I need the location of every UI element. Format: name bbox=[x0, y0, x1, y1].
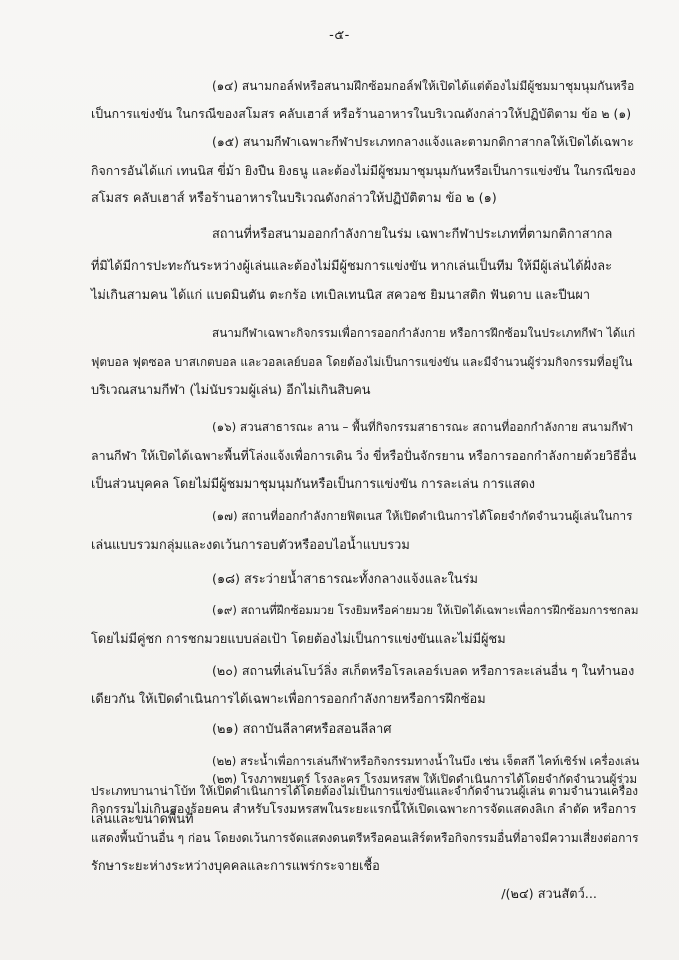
text-line: (๑๖) สวนสาธารณะ ลาน – พื้นที่กิจกรรมสาธารณะ สถานที่ออกกำลังกาย สนามกีฬา bbox=[212, 420, 634, 434]
text-line: (๑๔) สนามกอล์ฟหรือสนามฝึกซ้อมกอล์ฟให้เปิดได้แต่ต้องไม่มีผู้ชมมาชุมนุมกันหรือ bbox=[212, 79, 635, 93]
next-page-marker: /(๒๔) สวนสัตว์... bbox=[501, 887, 597, 902]
page-number: -๕- bbox=[329, 28, 350, 43]
text-line: สถานที่หรือสนามออกกำลังกายในร่ม เฉพาะกีฬาประเภทที่ตามกติกาสากล bbox=[212, 227, 613, 242]
text-line: ฟุตบอล ฟุตซอล บาสเกตบอล และวอลเลย์บอล โดยต้องไม่เป็นการแข่งขัน และมีจำนวนผู้ร่วมกิจกรรมที่อยู่ใน bbox=[91, 355, 633, 369]
text-line: ประเภทบานาน่าโบ้ท ให้เปิดดำเนินการได้โดยต้องไม่เป็นการแข่งขันและจำกัดจำนวนผู้เล่น ตามจำนวนเครื่อง bbox=[91, 784, 639, 798]
text-line: เป็นการแข่งขัน ในกรณีของสโมสร คลับเฮาส์ หรือร้านอาหารในบริเวณดังกล่าวให้ปฏิบัติตาม ข้อ ๒ (๑) bbox=[91, 106, 632, 121]
text-line: รักษาระยะห่างระหว่างบุคคลและการแพร่กระจายเชื้อ bbox=[91, 859, 380, 874]
text-line: (๒๒) สระน้ำเพื่อการเล่นกีฬาหรือกิจกรรมทางน้ำในบึง เช่น เจ็ตสกี ไคท์เซิร์ฟ เครื่องเล่น bbox=[212, 754, 640, 768]
text-line: ไม่เกินสามคน ได้แก่ แบดมินตัน ตะกร้อ เทเบิลเทนนิส สควอช ยิมนาสติก ฟันดาบ และปีนผา bbox=[91, 288, 591, 303]
text-line: เล่นแบบรวมกลุ่มและงดเว้นการอบตัวหรืออบไอน้ำแบบรวม bbox=[91, 538, 410, 553]
text-line: ที่มิได้มีการปะทะกันระหว่างผู้เล่นและต้องไม่มีผู้ชมการแข่งขัน หากเล่นเป็นทีม ให้มีผู้เล่นได้ฝั่งละ bbox=[91, 259, 612, 274]
text-line: (๑๙) สถานที่ฝึกซ้อมมวย โรงยิมหรือค่ายมวย ให้เปิดได้เฉพาะเพื่อการฝึกซ้อมการชกลม bbox=[212, 603, 639, 617]
text-line: บริเวณสนามกีฬา (ไม่นับรวมผู้เล่น) อีกไม่เกินสิบคน bbox=[91, 383, 371, 398]
text-line: สโมสร คลับเฮาส์ หรือร้านอาหารในบริเวณดังกล่าวให้ปฏิบัติตาม ข้อ ๒ (๑) bbox=[91, 191, 497, 206]
text-line: (๑๕) สนามกีฬาเฉพาะกีฬาประเภทกลางแจ้งและตามกติกาสากลให้เปิดได้เฉพาะ bbox=[212, 134, 634, 149]
text-line: (๑๘) สระว่ายน้ำสาธารณะทั้งกลางแจ้งและในร่ม bbox=[212, 572, 478, 587]
text-line: ลานกีฬา ให้เปิดได้เฉพาะพื้นที่โล่งแจ้งเพื่อการเดิน วิ่ง ขี่หรือปั่นจักรยาน หรือการออกกำลังกายด้วยวิธีอื่น bbox=[91, 448, 637, 463]
text-line: เดียวกัน ให้เปิดดำเนินการได้เฉพาะเพื่อการออกกำลังกายหรือการฝึกซ้อม bbox=[91, 692, 486, 707]
text-line: กิจกรรมไม่เกินสองร้อยคน สำหรับโรงมหรสพในระยะแรกนี้ให้เปิดเฉพาะการจัดแสดงลิเก ลำตัด หรือการ bbox=[91, 801, 637, 816]
text-line: เป็นส่วนบุคคล โดยไม่มีผู้ชมมาชุมนุมกันหรือเป็นการแข่งขัน การละเล่น การแสดง bbox=[91, 477, 536, 492]
text-line: (๒๑) สถาบันลีลาศหรือสอนลีลาศ bbox=[212, 722, 392, 737]
text-line: แสดงพื้นบ้านอื่น ๆ ก่อน โดยงดเว้นการจัดแสดงดนตรีหรือคอนเสิร์ตหรือกิจกรรมอื่นที่อาจมีความเสี่ยงต่อการ bbox=[91, 831, 639, 845]
text-line: (๑๗) สถานที่ออกกำลังกายฟิตเนส ให้เปิดดำเนินการได้โดยจำกัดจำนวนผู้เล่นในการ bbox=[212, 509, 633, 523]
text-line: กิจการอันได้แก่ เทนนิส ขี่ม้า ยิงปืน ยิงธนู และต้องไม่มีผู้ชมมาชุมนุมกันหรือเป็นการแข่งขัน ในกรณีของ bbox=[91, 163, 636, 178]
text-line: สนามกีฬาเฉพาะกิจกรรมเพื่อการออกกำลังกาย หรือการฝึกซ้อมในประเภทกีฬา ได้แก่ bbox=[212, 326, 636, 340]
text-line: เล่นและขนาดพื้นที่ bbox=[91, 812, 194, 827]
text-line: (๒๓) โรงภาพยนตร์ โรงละคร โรงมหรสพ ให้เปิดดำเนินการได้โดยจำกัดจำนวนผู้ร่วม bbox=[212, 772, 638, 786]
text-line: (๒๐) สถานที่เล่นโบว์ลิ่ง สเก็ตหรือโรลเลอร์เบลด หรือการละเล่นอื่น ๆ ในทำนอง bbox=[212, 663, 635, 678]
text-line: โดยไม่มีคู่ชก การชกมวยแบบล่อเป้า โดยต้องไม่เป็นการแข่งขันและไม่มีผู้ชม bbox=[91, 632, 506, 647]
